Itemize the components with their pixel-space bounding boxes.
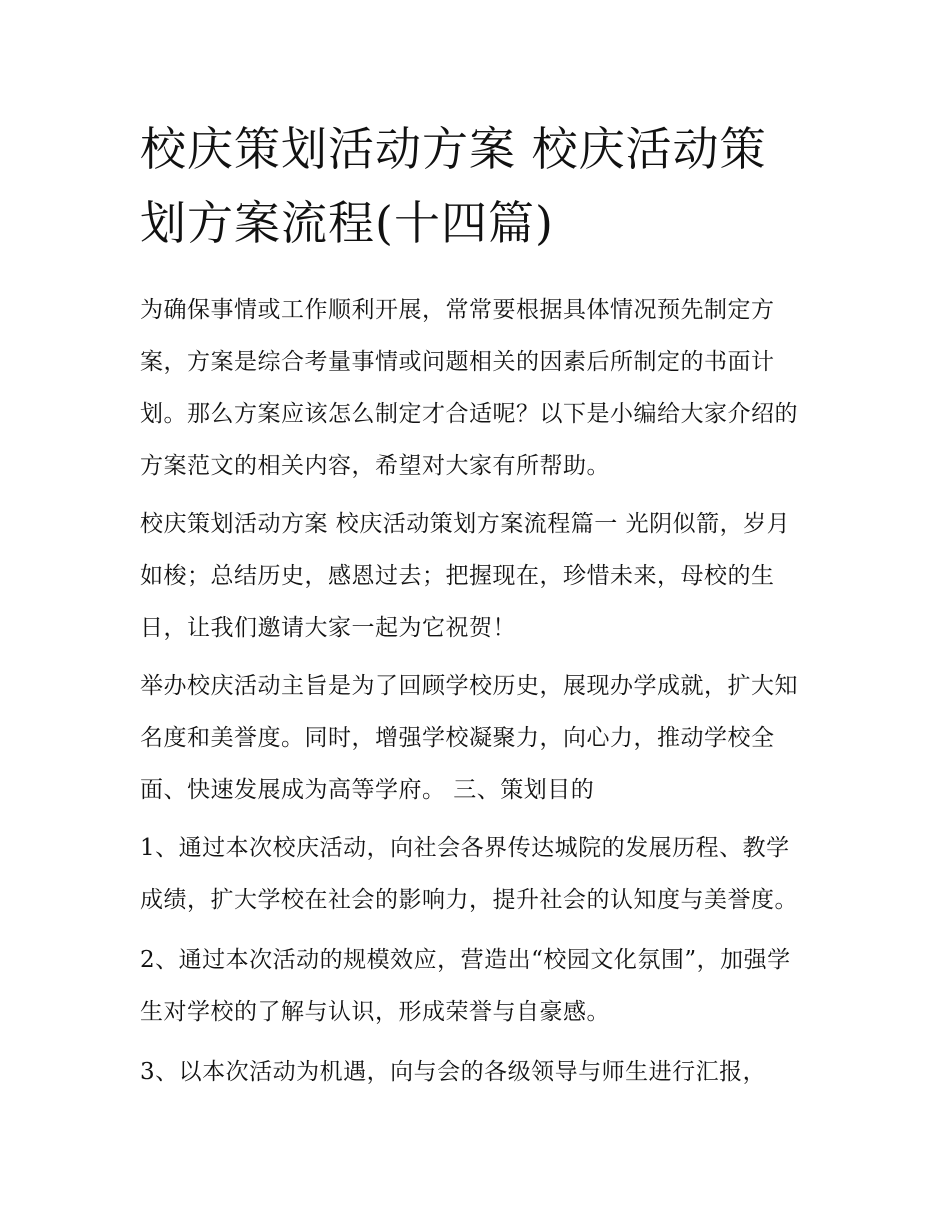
document-page [140, 112, 812, 1104]
paragraph-goal-3: 3、以本次活动为机遇，向与会的各级领导与师生进行汇报， [140, 1059, 767, 1085]
paragraph-goal-1: 1、通过本次校庆活动，向社会各界传达城院的发展历程、教学成绩，扩大学校在社会的影响力，提升社会的认知度与美誉度。 [140, 835, 798, 913]
paragraph-section-one: 校庆策划活动方案 校庆活动策划方案流程篇一 光阴似箭，岁月如梭；总结历史，感恩过去；把握现在，珍惜未来，母校的生日，让我们邀请大家一起为它祝贺！ [140, 511, 791, 641]
paragraph-goal-2: 2、通过本次活动的规模效应，营造出“校园文化氛围”，加强学生对学校的了解与认识，形成荣誉与自豪感。 [140, 947, 791, 1025]
document-title: 校庆策划活动方案 校庆活动策划方案流程(十四篇) [140, 122, 767, 250]
paragraph-intro: 为确保事情或工作顺利开展，常常要根据具体情况预先制定方案，方案是综合考量事情或问题相关的因素后所制定的书面计划。那么方案应该怎么制定才合适呢？以下是小编给大家介绍的方案范文的相关内容，希望对大家有所帮助。 [140, 297, 798, 479]
paragraph-purpose: 举办校庆活动主旨是为了回顾学校历史，展现办学成就，扩大知名度和美誉度。同时，增强学校凝聚力，向心力，推动学校全面、快速发展成为高等学府。 三、策划目的 [140, 673, 798, 803]
